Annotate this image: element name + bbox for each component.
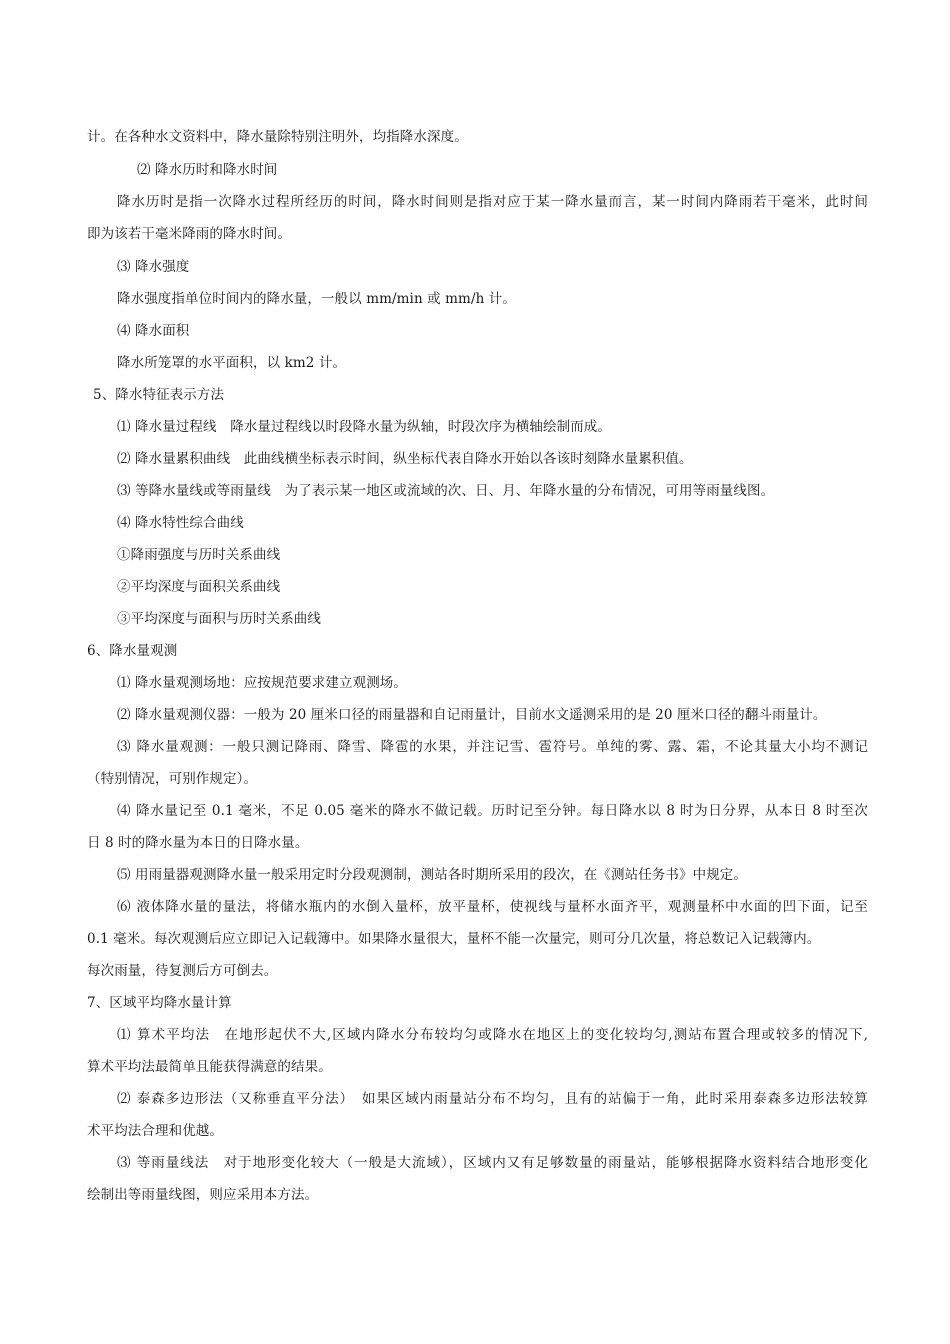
subheading-line: ⑵ 降水历时和降水时间 (137, 162, 278, 178)
text-line: 0.1 毫米。每次观测后应立即记入记载簿中。如果降水量很大，量杯不能一次量完，则可分几次量，将总数记入记载簿内。 (87, 931, 821, 947)
section-heading: 6、降水量观测 (87, 643, 178, 659)
subheading-line: ⑷ 降水面积 (117, 323, 190, 339)
text-line: 算术平均法最简单且能获得满意的结果。 (87, 1059, 332, 1075)
text-line: ⑶ 降水量观测：一般只测记降雨、降雪、降雹的水果，并注记雪、雹符号。单纯的雾、露、霜，不论其量大小均不测记 (117, 739, 868, 755)
text-line: ⑴ 降水量观测场地：应按规范要求建立观测场。 (117, 675, 407, 691)
text-line: ⑵ 泰森多边形法（又称垂直平分法） 如果区域内雨量站分布不均匀，且有的站偏于一角，此时采用泰森多边形法较算 (117, 1091, 868, 1107)
text-line: （特别情况，可别作规定）。 (87, 771, 258, 787)
text-line: ⑵ 降水量观测仪器：一般为 20 厘米口径的雨量器和自记雨量计，目前水文遥测采用的是 20 厘米口径的翻斗雨量计。 (117, 707, 827, 723)
text-line: ⑵ 降水量累积曲线 此曲线横坐标表示时间，纵坐标代表自降水开始以各该时刻降水量累积值。 (117, 451, 693, 467)
text-line: ⑶ 等雨量线法 对于地形变化较大（一般是大流域），区域内又有足够数量的雨量站，能够根据降水资料结合地形变化 (117, 1155, 868, 1171)
text-line: 即为该若干毫米降雨的降水时间。 (87, 226, 291, 242)
section-heading: 5、降水特征表示方法 (93, 387, 225, 403)
subheading-line: ⑶ 降水强度 (117, 259, 190, 275)
text-line: ⑹ 液体降水量的量法，将储水瓶内的水倒入量杯，放平量杯，使视线与量杯水面齐平，观测量杯中水面的凹下面，记至 (117, 899, 868, 915)
text-line: ⑴ 算术平均法 在地形起伏不大,区域内降水分布较均匀或降水在地区上的变化较均匀,测站布置合理或较多的情况下, (117, 1027, 868, 1043)
subheading-line: ⑷ 降水特性综合曲线 (117, 515, 244, 531)
text-line: 绘制出等雨量线图，则应采用本方法。 (87, 1187, 319, 1203)
section-heading: 7、区域平均降水量计算 (87, 995, 232, 1011)
text-line: ⑶ 等降水量线或等雨量线 为了表示某一地区或流域的次、日、月、年降水量的分布情况，可用等雨量线图。 (117, 483, 775, 499)
text-line: 日 8 时的降水量为本日的日降水量。 (87, 835, 309, 851)
list-item: ②平均深度与面积关系曲线 (117, 579, 281, 595)
list-item: ①降雨强度与历时关系曲线 (117, 547, 281, 563)
text-line: 计。在各种水文资料中，降水量除特别注明外，均指降水深度。 (87, 129, 468, 145)
text-line: ⑴ 降水量过程线 降水量过程线以时段降水量为纵轴，时段次序为横轴绘制而成。 (117, 419, 611, 435)
text-line: ⑷ 降水量记至 0.1 毫米，不足 0.05 毫米的降水不做记载。历时记至分钟。每日降水以 8 时为日分界，从本日 8 时至次 (117, 803, 868, 819)
text-line: ⑸ 用雨量器观测降水量一般采用定时分段观测制，测站各时期所采用的段次，在《测站任务书》中规定。 (117, 867, 747, 883)
text-line: 降水历时是指一次降水过程所经历的时间，降水时间则是指对应于某一降水量而言，某一时间内降雨若干毫米，此时间 (117, 194, 868, 210)
list-item: ③平均深度与面积与历时关系曲线 (117, 611, 321, 627)
text-line: 降水强度指单位时间内的降水量，一般以 mm/min 或 mm/h 计。 (117, 291, 516, 307)
text-line: 降水所笼罩的水平面积，以 km2 计。 (117, 355, 347, 371)
text-line: 术平均法合理和优越。 (87, 1123, 223, 1139)
text-line: 每次雨量，待复测后方可倒去。 (87, 963, 278, 979)
